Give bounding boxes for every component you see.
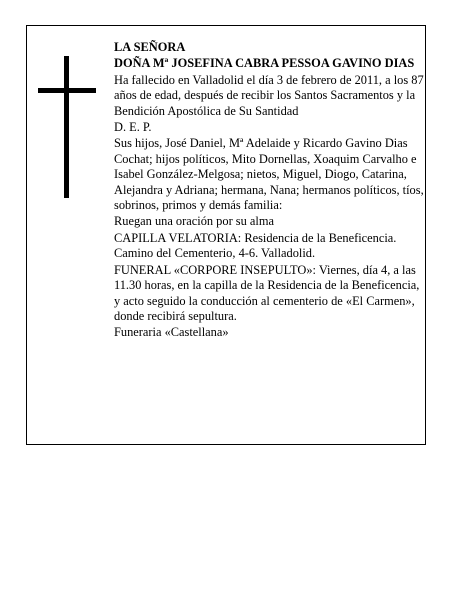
deceased-name: DOÑA Mª JOSEFINA CABRA PESSOA GAVINO DIAS [114, 56, 415, 71]
notice-title: LA SEÑORA [114, 40, 186, 54]
rest-in-peace: D. E. P. [114, 120, 152, 135]
obituary-text [114, 40, 424, 342]
cross-horizontal-bar [38, 88, 96, 93]
cross-vertical-bar [64, 56, 69, 198]
cross-icon [38, 56, 96, 198]
wake-location: CAPILLA VELATORIA: Residencia de la Beneficencia. Camino del Cementerio, 4-6. Valladolid. [114, 230, 397, 261]
family-list: Sus hijos, José Daniel, Mª Adelaide y Ricardo Gavino Dias Cochat; hijos políticos, Mito Dornellas, Xoaquim Carvalho e Isabel González-Melgosa; nietos, Miguel, Diogo, Catarina, Alejandra y Adriana; hermana, Nana; hermanos políticos, tíos, sobrinos, primos y demás familia: [114, 136, 424, 213]
prayer-request: Ruegan una oración por su alma [114, 214, 274, 229]
funeral-home: Funeraria «Castellana» [114, 325, 229, 340]
death-announcement: Ha fallecido en Valladolid el día 3 de febrero de 2011, a los 87 años de edad, después de recibir los Santos Sacramentos y la Bendición Apostólica de Su Santidad [114, 72, 424, 118]
funeral-details: FUNERAL «CORPORE INSEPULTO»: Viernes, día 4, a las 11.30 horas, en la capilla de la Residencia de la Beneficencia, y acto seguido la conducción al cementerio de «El Carmen», donde recibirá sepultura. [114, 262, 420, 323]
